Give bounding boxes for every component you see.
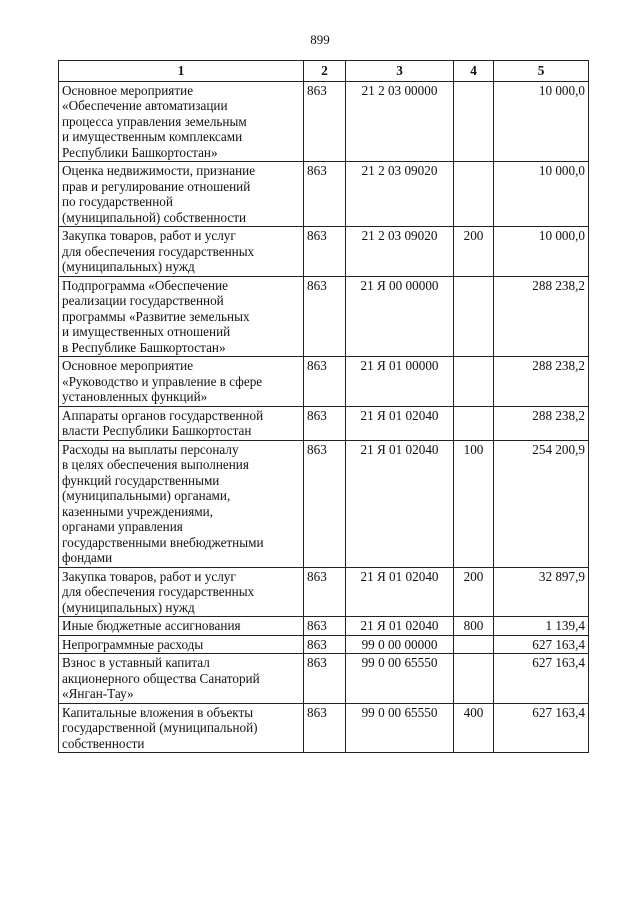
cell-etype: [454, 406, 494, 440]
table-row: [59, 703, 589, 753]
cell-code: 99 0 00 65550: [346, 703, 454, 753]
header-col-3: 3: [346, 61, 454, 82]
page-number: 899: [310, 32, 330, 47]
cell-etype: 400: [454, 703, 494, 753]
cell-amount: 1 139,4: [494, 617, 589, 636]
cell-name: Капитальные вложения в объекты государственной (муниципальной) собственности: [59, 703, 304, 753]
cell-ved: 863: [304, 81, 346, 162]
cell-amount: 627 163,4: [494, 703, 589, 753]
cell-code: 99 0 00 00000: [346, 635, 454, 654]
cell-code: 21 Я 01 00000: [346, 357, 454, 407]
cell-etype: [454, 276, 494, 357]
cell-amount: 10 000,0: [494, 81, 589, 162]
cell-etype: [454, 357, 494, 407]
table-row: [59, 81, 589, 162]
table-row: [59, 617, 589, 636]
cell-ved: 863: [304, 162, 346, 227]
cell-ved: 863: [304, 227, 346, 277]
cell-code: 21 Я 01 02040: [346, 617, 454, 636]
cell-etype: 200: [454, 567, 494, 617]
cell-amount: 32 897,9: [494, 567, 589, 617]
cell-code: 21 2 03 09020: [346, 227, 454, 277]
cell-amount: 627 163,4: [494, 635, 589, 654]
table-row: [59, 406, 589, 440]
table-row: [59, 227, 589, 277]
cell-name: Закупка товаров, работ и услуг для обеспечения государственных (муниципальных) нужд: [59, 227, 304, 277]
cell-ved: 863: [304, 635, 346, 654]
cell-ved: 863: [304, 654, 346, 704]
table-row: [59, 654, 589, 704]
cell-ved: 863: [304, 440, 346, 567]
table-row: [59, 440, 589, 567]
cell-name: Расходы на выплаты персоналу в целях обеспечения выполнения функций государственными (муниципальными) органами, казенными учреждениями, органами управления государственными внебюджетными фондами: [59, 440, 304, 567]
cell-amount: 10 000,0: [494, 162, 589, 227]
cell-etype: [454, 81, 494, 162]
header-col-2: 2: [304, 61, 346, 82]
budget-table: [58, 60, 589, 753]
cell-name: Оценка недвижимости, признание прав и регулирование отношений по государственной (муниципальной) собственности: [59, 162, 304, 227]
cell-amount: 10 000,0: [494, 227, 589, 277]
cell-amount: 288 238,2: [494, 276, 589, 357]
cell-code: 21 Я 01 02040: [346, 406, 454, 440]
cell-code: 21 Я 00 00000: [346, 276, 454, 357]
table-header-row: [59, 61, 589, 82]
cell-etype: 200: [454, 227, 494, 277]
cell-code: 21 Я 01 02040: [346, 440, 454, 567]
cell-code: 21 2 03 09020: [346, 162, 454, 227]
cell-ved: 863: [304, 567, 346, 617]
cell-ved: 863: [304, 406, 346, 440]
cell-name: Взнос в уставный капитал акционерного общества Санаторий «Янган-Тау»: [59, 654, 304, 704]
table-row: [59, 357, 589, 407]
cell-etype: [454, 162, 494, 227]
header-col-1: 1: [59, 61, 304, 82]
cell-ved: 863: [304, 276, 346, 357]
cell-etype: [454, 635, 494, 654]
table-row: [59, 162, 589, 227]
cell-amount: 254 200,9: [494, 440, 589, 567]
table-row: [59, 276, 589, 357]
cell-name: Основное мероприятие «Руководство и управление в сфере установленных функций»: [59, 357, 304, 407]
cell-amount: 288 238,2: [494, 357, 589, 407]
cell-amount: 627 163,4: [494, 654, 589, 704]
cell-name: Непрограммные расходы: [59, 635, 304, 654]
table-body: [59, 81, 589, 753]
cell-ved: 863: [304, 357, 346, 407]
cell-code: 21 2 03 00000: [346, 81, 454, 162]
cell-name: Подпрограмма «Обеспечение реализации государственной программы «Развитие земельных и имущественных отношений в Республике Башкортостан»: [59, 276, 304, 357]
cell-ved: 863: [304, 617, 346, 636]
header-col-4: 4: [454, 61, 494, 82]
cell-ved: 863: [304, 703, 346, 753]
cell-name: Основное мероприятие «Обеспечение автоматизации процесса управления земельным и имущественным комплексами Республики Башкортостан»: [59, 81, 304, 162]
cell-code: 99 0 00 65550: [346, 654, 454, 704]
cell-name: Иные бюджетные ассигнования: [59, 617, 304, 636]
cell-amount: 288 238,2: [494, 406, 589, 440]
cell-name: Закупка товаров, работ и услуг для обеспечения государственных (муниципальных) нужд: [59, 567, 304, 617]
cell-code: 21 Я 01 02040: [346, 567, 454, 617]
cell-etype: 100: [454, 440, 494, 567]
table-row: [59, 635, 589, 654]
cell-etype: 800: [454, 617, 494, 636]
cell-name: Аппараты органов государственной власти Республики Башкортостан: [59, 406, 304, 440]
table-row: [59, 567, 589, 617]
cell-etype: [454, 654, 494, 704]
header-col-5: 5: [494, 61, 589, 82]
